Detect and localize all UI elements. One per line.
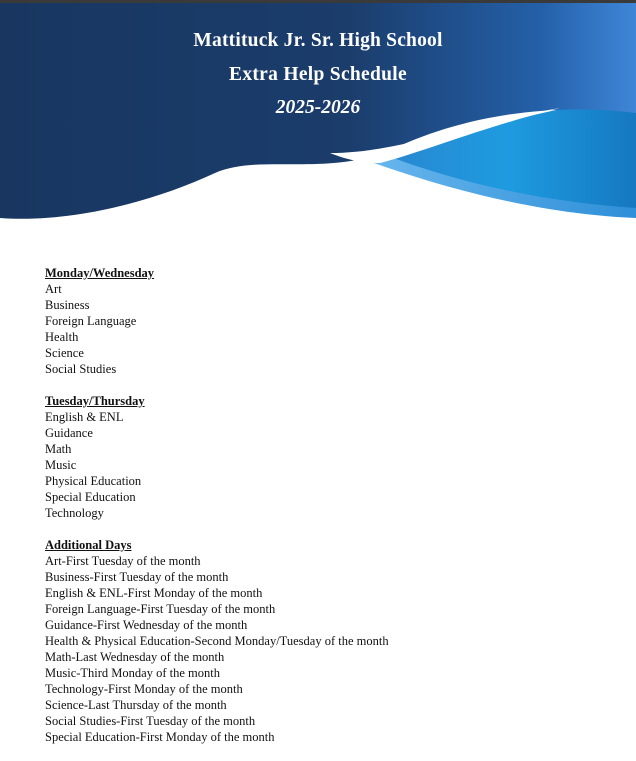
section-additional-days: [45, 537, 605, 745]
list-item: Business-First Tuesday of the month: [45, 570, 229, 584]
school-name: Mattituck Jr. Sr. High School: [193, 30, 443, 51]
list-item: Art-First Tuesday of the month: [45, 554, 201, 568]
section-heading: Additional Days: [45, 538, 132, 552]
list-item: Art: [45, 282, 62, 296]
school-year: 2025-2026: [275, 97, 361, 118]
schedule-content: [45, 265, 605, 761]
list-item: Technology-First Monday of the month: [45, 682, 243, 696]
document-title: Extra Help Schedule: [229, 64, 407, 85]
list-item: Social Studies-First Tuesday of the month: [45, 714, 256, 728]
list-item: Special Education: [45, 490, 136, 504]
list-item: Health: [45, 330, 79, 344]
list-item: Guidance-First Wednesday of the month: [45, 618, 248, 632]
section-heading: Tuesday/Thursday: [45, 394, 145, 408]
list-item: Math: [45, 442, 72, 456]
list-item: Business: [45, 298, 90, 312]
list-item: English & ENL: [45, 410, 124, 424]
section-heading: Monday/Wednesday: [45, 266, 155, 280]
header-text: [0, 28, 636, 121]
list-item: Science-Last Thursday of the month: [45, 698, 227, 712]
list-item: Social Studies: [45, 362, 117, 376]
list-item: Health & Physical Education-Second Monday/Tuesday of the month: [45, 634, 389, 648]
list-item: Guidance: [45, 426, 93, 440]
list-item: Foreign Language-First Tuesday of the month: [45, 602, 276, 616]
list-item: Special Education-First Monday of the month: [45, 730, 275, 744]
list-item: Math-Last Wednesday of the month: [45, 650, 225, 664]
list-item: English & ENL-First Monday of the month: [45, 586, 263, 600]
section-monday-wednesday: [45, 265, 605, 377]
list-item: Foreign Language: [45, 314, 137, 328]
list-item: Science: [45, 346, 84, 360]
list-item: Technology: [45, 506, 104, 520]
list-item: Music: [45, 458, 77, 472]
section-tuesday-thursday: [45, 393, 605, 521]
list-item: Music-Third Monday of the month: [45, 666, 220, 680]
list-item: Physical Education: [45, 474, 142, 488]
